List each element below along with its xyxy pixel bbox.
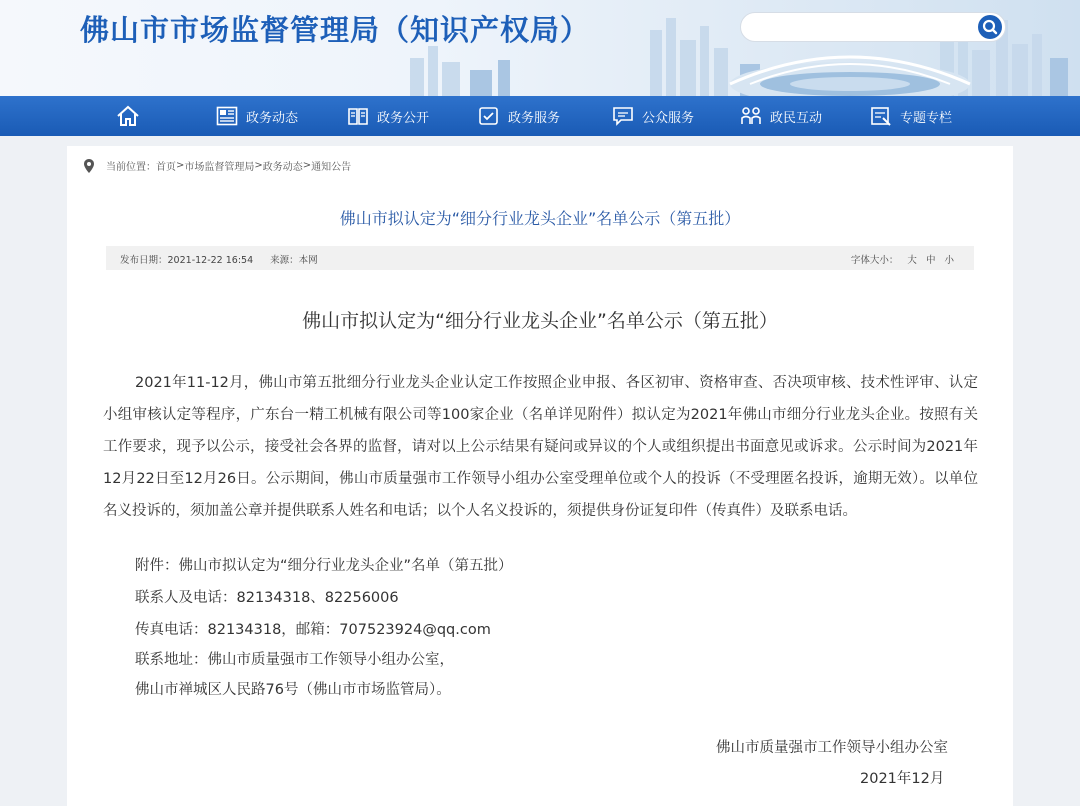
nav-item-interaction[interactable] xyxy=(740,96,822,136)
contact-phone-line: 联系人及电话：82134318、82256006 xyxy=(135,590,399,606)
article-title: 佛山市拟认定为“细分行业龙头企业”名单公示（第五批） xyxy=(339,209,741,228)
main-nav xyxy=(0,96,1080,136)
people-icon xyxy=(740,106,762,126)
home-icon xyxy=(115,104,141,128)
search-input[interactable] xyxy=(753,17,972,39)
publish-date xyxy=(120,255,253,266)
nav-item-news[interactable] xyxy=(216,96,298,136)
signature-org: 佛山市质量强市工作领导小组办公室 xyxy=(716,740,948,756)
address-line-1: 联系地址：佛山市质量强市工作领导小组办公室， xyxy=(135,652,454,668)
nav-item-label: 政民互动 xyxy=(770,110,823,126)
font-size-small-button[interactable]: 小 xyxy=(944,255,954,266)
attachment-line: 附件：佛山市拟认定为“细分行业龙头企业”名单（第五批） xyxy=(135,558,513,574)
breadcrumb xyxy=(84,158,351,173)
news-icon xyxy=(216,106,238,126)
nav-home-button[interactable] xyxy=(115,104,141,128)
address-line-2: 佛山市禅城区人民路76号（佛山市市场监管局）。 xyxy=(135,682,451,698)
font-size-large-button[interactable]: 大 xyxy=(907,255,917,266)
fax-email-line: 传真电话：82134318，邮箱：707523924@qq.com xyxy=(135,622,491,638)
nav-item-service[interactable] xyxy=(478,96,560,136)
chat-icon xyxy=(612,106,634,126)
nav-item-special[interactable] xyxy=(870,96,952,136)
book-icon xyxy=(347,106,369,126)
search-button[interactable] xyxy=(978,15,1002,39)
nav-item-label: 政务动态 xyxy=(246,110,299,126)
column-icon xyxy=(870,106,892,126)
body-paragraph: 2021年11-12月，佛山市第五批细分行业龙头企业认定工作按照企业申报、各区初审、资格审查、否决项审核、技术性评审、认定小组审核认定等程序，广东台一精工机械有限公司等100家企业（名单详见附件）拟认定为2021年佛山市细分行业龙头企业。按照有关工作要求，现予以公示，接受社会各界的监督，请对以上公示结果有疑问或异议的个人或组织提出书面意见或诉求。公示时间为2021年12月22日至12月26日。公示期间，佛山市质量强市工作领导小组办公室受理单位或个人的投诉（不受理匿名投诉，逾期无效）。以单位名义投诉的，须加盖公章并提供联系人姓名和电话；以个人名义投诉的，须提供身份证复印件（传真件）及联系电话。 xyxy=(103,375,978,519)
nav-item-public-service[interactable] xyxy=(612,96,694,136)
font-size-medium-button[interactable]: 中 xyxy=(925,255,936,266)
nav-item-public[interactable] xyxy=(347,96,429,136)
breadcrumb-bureau[interactable]: 市场监督管理局 xyxy=(184,162,255,173)
search-icon xyxy=(978,15,1002,39)
signature-date: 2021年12月 xyxy=(860,771,945,787)
site-title: 佛山市市场监督管理局（知识产权局） xyxy=(80,13,591,47)
nav-item-label: 政务服务 xyxy=(508,110,561,126)
font-size-switcher xyxy=(851,252,954,266)
source-label: 来源： xyxy=(270,255,299,266)
publish-date-value: 2021-12-22 16:54 xyxy=(167,255,254,266)
source xyxy=(270,255,318,266)
breadcrumb-prefix: 当前位置： xyxy=(106,162,156,173)
location-pin-icon xyxy=(84,159,94,173)
article-meta-bar xyxy=(106,246,974,270)
nav-item-label: 公众服务 xyxy=(642,110,695,126)
breadcrumb-separator: > xyxy=(254,160,263,171)
publish-date-label: 发布日期： xyxy=(120,255,168,266)
breadcrumb-separator: > xyxy=(176,160,185,171)
service-icon xyxy=(478,106,500,126)
nav-item-label: 政务公开 xyxy=(377,110,430,126)
breadcrumb-notice[interactable]: 通知公告 xyxy=(311,162,352,173)
document-title: 佛山市拟认定为“细分行业龙头企业”名单公示（第五批） xyxy=(302,310,778,332)
font-size-label: 字体大小： xyxy=(850,255,899,266)
source-value: 本网 xyxy=(298,255,318,266)
nav-item-label: 专题专栏 xyxy=(900,110,953,126)
breadcrumb-separator: > xyxy=(302,160,312,171)
breadcrumb-news[interactable]: 政务动态 xyxy=(262,162,303,173)
header-banner xyxy=(0,0,1080,96)
search-box xyxy=(740,12,1006,42)
breadcrumb-home[interactable]: 首页 xyxy=(156,162,176,173)
